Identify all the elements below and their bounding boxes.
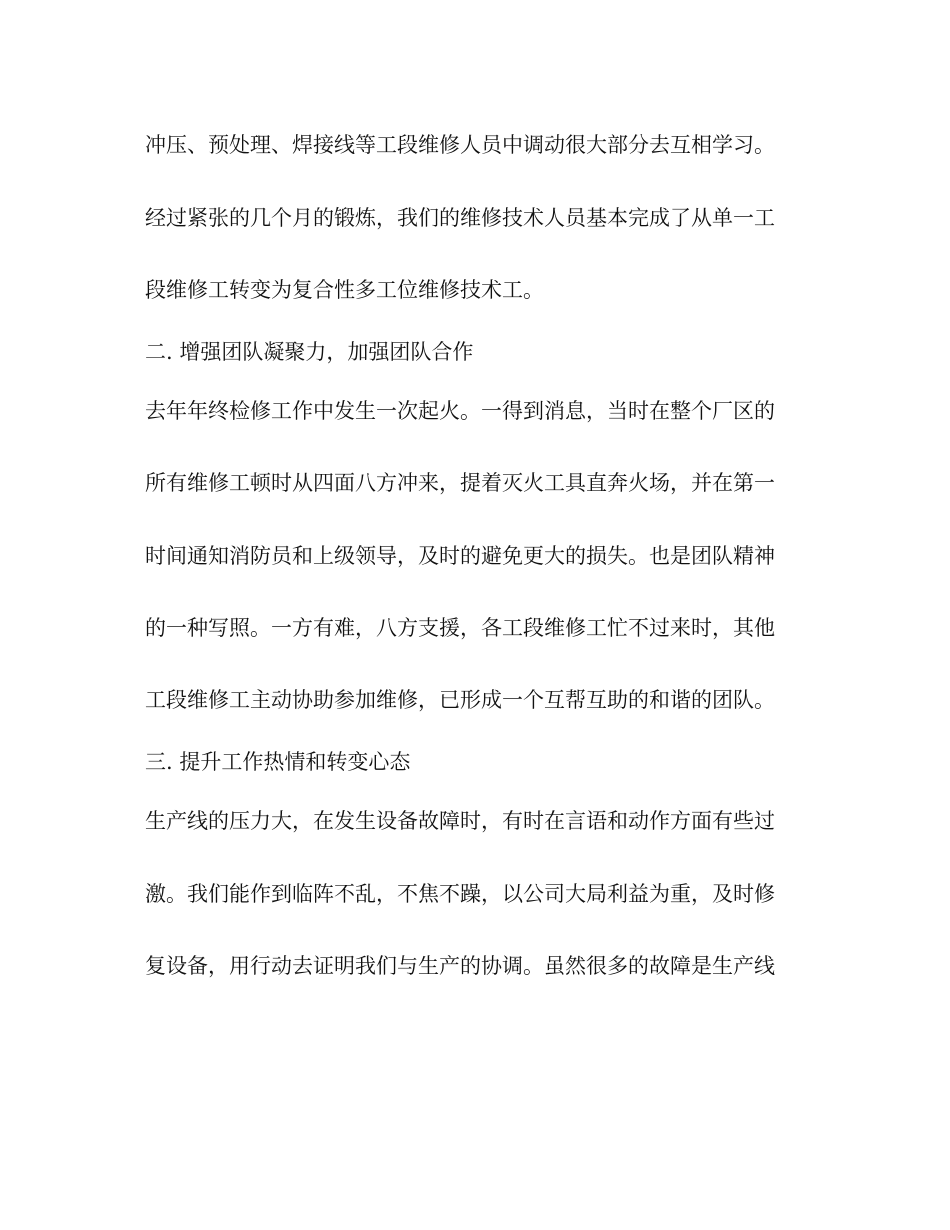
paragraph-line: 复设备，用行动去证明我们与生产的协调。虽然很多的故障是生产线 [145,954,775,978]
paragraph-line: 冲压、预处理、焊接线等工段维修人员中调动很大部分去互相学习。 [145,133,775,157]
paragraph-line: 的一种写照。一方有难，八方支援，各工段维修工忙不过来时，其他 [145,616,775,640]
paragraph-line: 生产线的压力大，在发生设备故障时，有时在言语和动作方面有些过 [145,809,775,833]
section-heading: 三. 提升工作热情和转变心态 [145,750,411,774]
paragraph-line: 激。我们能作到临阵不乱，不焦不躁，以公司大局利益为重，及时修 [145,882,775,906]
paragraph-line: 工段维修工主动协助参加维修，已形成一个互帮互助的和谐的团队。 [145,688,775,712]
paragraph-line: 时间通知消防员和上级领导，及时的避免更大的损失。也是团队精神 [145,544,775,568]
paragraph-line: 经过紧张的几个月的锻炼，我们的维修技术人员基本完成了从单一工 [145,206,775,230]
paragraph-line: 所有维修工顿时从四面八方冲来，提着灭火工具直奔火场，并在第一 [145,471,775,495]
section-heading: 二. 增强团队凝聚力，加强团队合作 [145,340,474,364]
paragraph-line: 段维修工转变为复合性多工位维修技术工。 [145,278,544,302]
paragraph-line: 去年年终检修工作中发生一次起火。一得到消息，当时在整个厂区的 [145,399,775,423]
